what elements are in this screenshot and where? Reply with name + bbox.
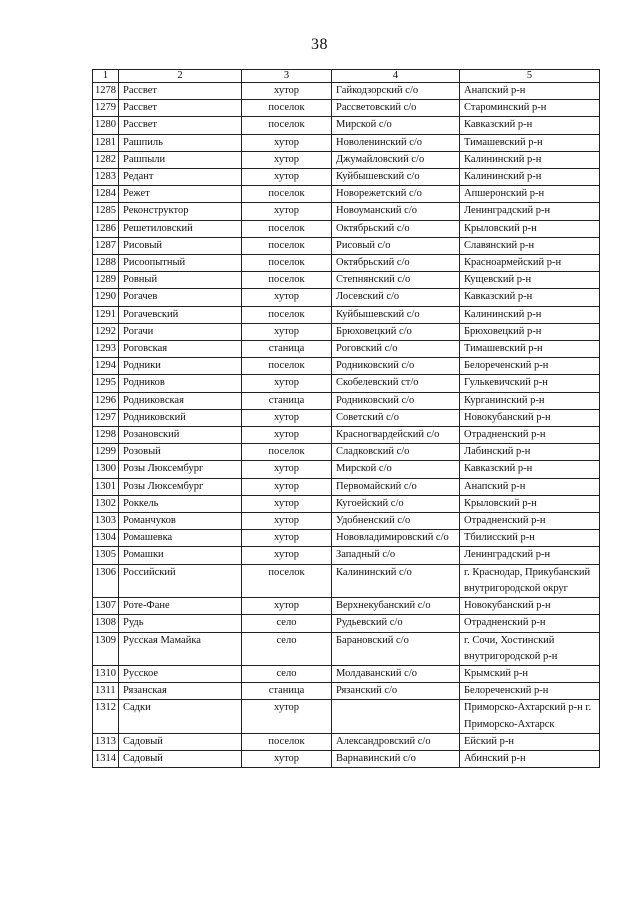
row-number: 1287 <box>93 237 119 254</box>
row-number: 1294 <box>93 358 119 375</box>
settlement-name: Роккель <box>119 495 242 512</box>
council-name: Новоленинский с/о <box>332 134 460 151</box>
district-name: Брюховецкий р-н <box>460 323 600 340</box>
settlement-name: Ромашевка <box>119 530 242 547</box>
row-number: 1307 <box>93 598 119 615</box>
council-name <box>332 700 460 733</box>
row-number: 1289 <box>93 272 119 289</box>
table-row <box>93 117 600 134</box>
row-number: 1308 <box>93 615 119 632</box>
district-name: Приморско-Ахтарский р-н г. Приморско-Ахтарск <box>460 700 600 733</box>
table-row <box>93 683 600 700</box>
row-number: 1313 <box>93 733 119 750</box>
table-row <box>93 169 600 186</box>
settlement-name: Розы Люксембург <box>119 461 242 478</box>
row-number: 1291 <box>93 306 119 323</box>
column-header-name: 2 <box>119 70 242 83</box>
settlement-name: Рудь <box>119 615 242 632</box>
table-row <box>93 220 600 237</box>
table-row <box>93 323 600 340</box>
settlement-type: село <box>242 665 332 682</box>
district-name: Новокубанский р-н <box>460 598 600 615</box>
council-name: Новоуманский с/о <box>332 203 460 220</box>
settlement-type: хутор <box>242 598 332 615</box>
column-header-type: 3 <box>242 70 332 83</box>
district-name: Ленинградский р-н <box>460 547 600 564</box>
district-name: Тимашевский р-н <box>460 341 600 358</box>
row-number: 1302 <box>93 495 119 512</box>
row-number: 1303 <box>93 513 119 530</box>
settlement-type: поселок <box>242 237 332 254</box>
settlement-type: хутор <box>242 169 332 186</box>
table-row <box>93 495 600 512</box>
row-number: 1283 <box>93 169 119 186</box>
council-name: Октябрьский с/о <box>332 220 460 237</box>
council-name: Роговский с/о <box>332 341 460 358</box>
council-name: Удобненский с/о <box>332 513 460 530</box>
district-name: Лабинский р-н <box>460 444 600 461</box>
council-name: Молдаванский с/о <box>332 665 460 682</box>
table-row <box>93 375 600 392</box>
district-name: Гулькевичский р-н <box>460 375 600 392</box>
settlement-name: Рязанская <box>119 683 242 700</box>
council-name: Рассветовский с/о <box>332 100 460 117</box>
table-row <box>93 186 600 203</box>
settlement-name: Рогачев <box>119 289 242 306</box>
settlement-type: хутор <box>242 323 332 340</box>
district-name: Анапский р-н <box>460 83 600 100</box>
settlement-type: поселок <box>242 564 332 597</box>
council-name: Западный с/о <box>332 547 460 564</box>
council-name: Октябрьский с/о <box>332 255 460 272</box>
settlement-type: хутор <box>242 750 332 767</box>
settlements-table <box>92 69 600 768</box>
council-name: Новорежетский с/о <box>332 186 460 203</box>
district-name: Кущевский р-н <box>460 272 600 289</box>
settlement-name: Рогачевский <box>119 306 242 323</box>
council-name: Мирской с/о <box>332 117 460 134</box>
council-name: Калининский с/о <box>332 564 460 597</box>
district-name: Курганинский р-н <box>460 392 600 409</box>
council-name: Гайкодзорский с/о <box>332 83 460 100</box>
table-body <box>93 83 600 768</box>
settlement-name: Родниковский <box>119 409 242 426</box>
table-row <box>93 444 600 461</box>
settlement-name: Рашпиль <box>119 134 242 151</box>
settlement-name: Роговская <box>119 341 242 358</box>
settlement-type: хутор <box>242 427 332 444</box>
council-name: Джумайловский с/о <box>332 151 460 168</box>
settlement-type: станица <box>242 683 332 700</box>
settlement-name: Розовый <box>119 444 242 461</box>
settlement-type: станица <box>242 341 332 358</box>
table-row <box>93 392 600 409</box>
settlement-name: Русская Мамайка <box>119 632 242 665</box>
settlement-name: Рисовый <box>119 237 242 254</box>
district-name: Крымский р-н <box>460 665 600 682</box>
district-name: Калининский р-н <box>460 306 600 323</box>
settlement-type: хутор <box>242 83 332 100</box>
table-row <box>93 598 600 615</box>
row-number: 1305 <box>93 547 119 564</box>
table-row <box>93 461 600 478</box>
council-name: Александровский с/о <box>332 733 460 750</box>
table-row <box>93 341 600 358</box>
row-number: 1306 <box>93 564 119 597</box>
council-name: Родниковский с/о <box>332 358 460 375</box>
row-number: 1314 <box>93 750 119 767</box>
row-number: 1285 <box>93 203 119 220</box>
settlement-name: Роте-Фане <box>119 598 242 615</box>
district-name: Красноармейский р-н <box>460 255 600 272</box>
table-row <box>93 83 600 100</box>
table-row <box>93 632 600 665</box>
district-name: Анапский р-н <box>460 478 600 495</box>
settlement-name: Рашпыли <box>119 151 242 168</box>
district-name: Белореченский р-н <box>460 683 600 700</box>
district-name: Кавказский р-н <box>460 461 600 478</box>
district-name: Белореченский р-н <box>460 358 600 375</box>
council-name: Верхнекубанский с/о <box>332 598 460 615</box>
settlement-type: хутор <box>242 547 332 564</box>
district-name: Отрадненский р-н <box>460 427 600 444</box>
row-number: 1280 <box>93 117 119 134</box>
settlement-name: Садовый <box>119 750 242 767</box>
table-row <box>93 203 600 220</box>
district-name: Калининский р-н <box>460 169 600 186</box>
settlement-name: Рисоопытный <box>119 255 242 272</box>
table-header-row <box>93 70 600 83</box>
district-name: Отрадненский р-н <box>460 513 600 530</box>
table-row <box>93 478 600 495</box>
settlement-type: поселок <box>242 444 332 461</box>
row-number: 1288 <box>93 255 119 272</box>
settlement-name: Родников <box>119 375 242 392</box>
district-name: Тбилисский р-н <box>460 530 600 547</box>
page-number: 38 <box>311 36 328 53</box>
settlement-name: Садовый <box>119 733 242 750</box>
settlement-name: Ровный <box>119 272 242 289</box>
settlement-type: поселок <box>242 220 332 237</box>
district-name: Ленинградский р-н <box>460 203 600 220</box>
row-number: 1290 <box>93 289 119 306</box>
settlement-name: Решетиловский <box>119 220 242 237</box>
settlement-name: Рогачи <box>119 323 242 340</box>
column-header-council: 4 <box>332 70 460 83</box>
table-row <box>93 700 600 733</box>
settlement-name: Режет <box>119 186 242 203</box>
table-row <box>93 547 600 564</box>
settlement-type: хутор <box>242 478 332 495</box>
settlement-type: станица <box>242 392 332 409</box>
row-number: 1309 <box>93 632 119 665</box>
table-row <box>93 255 600 272</box>
table-row <box>93 530 600 547</box>
council-name: Красногвардейский с/о <box>332 427 460 444</box>
table-row <box>93 134 600 151</box>
council-name: Варнавинский с/о <box>332 750 460 767</box>
district-name: Кавказский р-н <box>460 117 600 134</box>
settlement-type: хутор <box>242 513 332 530</box>
settlement-name: Садки <box>119 700 242 733</box>
council-name: Степнянский с/о <box>332 272 460 289</box>
table-row <box>93 272 600 289</box>
table-row <box>93 513 600 530</box>
settlement-type: хутор <box>242 203 332 220</box>
district-name: Калининский р-н <box>460 151 600 168</box>
council-name: Сладковский с/о <box>332 444 460 461</box>
settlement-name: Розановский <box>119 427 242 444</box>
row-number: 1298 <box>93 427 119 444</box>
settlement-name: Розы Люксембург <box>119 478 242 495</box>
settlement-type: поселок <box>242 358 332 375</box>
settlement-type: хутор <box>242 461 332 478</box>
settlement-type: хутор <box>242 530 332 547</box>
settlement-name: Редант <box>119 169 242 186</box>
row-number: 1278 <box>93 83 119 100</box>
district-name: Новокубанский р-н <box>460 409 600 426</box>
settlement-name: Рассвет <box>119 83 242 100</box>
table-row <box>93 427 600 444</box>
table-row <box>93 237 600 254</box>
settlement-type: село <box>242 615 332 632</box>
row-number: 1299 <box>93 444 119 461</box>
council-name: Куйбышевский с/о <box>332 169 460 186</box>
settlement-type: поселок <box>242 733 332 750</box>
settlement-name: Русское <box>119 665 242 682</box>
council-name: Родниковский с/о <box>332 392 460 409</box>
council-name: Рудьевский с/о <box>332 615 460 632</box>
district-name: Абинский р-н <box>460 750 600 767</box>
council-name: Нововладимировский с/о <box>332 530 460 547</box>
table-row <box>93 733 600 750</box>
district-name: г. Сочи, Хостинский внутригородской р-н <box>460 632 600 665</box>
district-name: Крыловский р-н <box>460 220 600 237</box>
settlement-name: Родниковская <box>119 392 242 409</box>
council-name: Лосевский с/о <box>332 289 460 306</box>
settlement-type: поселок <box>242 117 332 134</box>
table-row <box>93 358 600 375</box>
column-header-number: 1 <box>93 70 119 83</box>
council-name: Кугоейский с/о <box>332 495 460 512</box>
settlement-type: хутор <box>242 495 332 512</box>
council-name: Брюховецкий с/о <box>332 323 460 340</box>
district-name: Кавказский р-н <box>460 289 600 306</box>
row-number: 1300 <box>93 461 119 478</box>
settlement-type: поселок <box>242 255 332 272</box>
table-row <box>93 564 600 597</box>
settlement-name: Реконструктор <box>119 203 242 220</box>
table-row <box>93 151 600 168</box>
council-name: Куйбышевский с/о <box>332 306 460 323</box>
council-name: Скобелевский ст/о <box>332 375 460 392</box>
settlement-name: Романчуков <box>119 513 242 530</box>
settlement-type: село <box>242 632 332 665</box>
row-number: 1281 <box>93 134 119 151</box>
council-name: Советский с/о <box>332 409 460 426</box>
settlement-name: Рассвет <box>119 100 242 117</box>
row-number: 1295 <box>93 375 119 392</box>
row-number: 1293 <box>93 341 119 358</box>
table-row <box>93 665 600 682</box>
council-name: Барановский с/о <box>332 632 460 665</box>
row-number: 1296 <box>93 392 119 409</box>
district-name: г. Краснодар, Прикубанский внутригородской округ <box>460 564 600 597</box>
settlement-type: хутор <box>242 151 332 168</box>
settlement-type: поселок <box>242 306 332 323</box>
settlement-type: хутор <box>242 700 332 733</box>
settlement-type: хутор <box>242 134 332 151</box>
table-row <box>93 306 600 323</box>
row-number: 1304 <box>93 530 119 547</box>
settlement-name: Ромашки <box>119 547 242 564</box>
row-number: 1292 <box>93 323 119 340</box>
row-number: 1286 <box>93 220 119 237</box>
row-number: 1311 <box>93 683 119 700</box>
district-name: Тимашевский р-н <box>460 134 600 151</box>
district-name: Староминский р-н <box>460 100 600 117</box>
council-name: Рязанский с/о <box>332 683 460 700</box>
row-number: 1312 <box>93 700 119 733</box>
row-number: 1284 <box>93 186 119 203</box>
district-name: Апшеронский р-н <box>460 186 600 203</box>
table-row <box>93 750 600 767</box>
row-number: 1297 <box>93 409 119 426</box>
council-name: Мирской с/о <box>332 461 460 478</box>
settlement-type: поселок <box>242 100 332 117</box>
district-name: Крыловский р-н <box>460 495 600 512</box>
table-row <box>93 289 600 306</box>
settlement-type: поселок <box>242 272 332 289</box>
row-number: 1301 <box>93 478 119 495</box>
district-name: Славянский р-н <box>460 237 600 254</box>
settlement-type: хутор <box>242 409 332 426</box>
row-number: 1282 <box>93 151 119 168</box>
column-header-district: 5 <box>460 70 600 83</box>
district-name: Ейский р-н <box>460 733 600 750</box>
settlement-type: хутор <box>242 375 332 392</box>
table-row <box>93 100 600 117</box>
settlement-name: Рассвет <box>119 117 242 134</box>
row-number: 1310 <box>93 665 119 682</box>
settlement-type: хутор <box>242 289 332 306</box>
settlement-name: Родники <box>119 358 242 375</box>
council-name: Рисовый с/о <box>332 237 460 254</box>
council-name: Первомайский с/о <box>332 478 460 495</box>
table-row <box>93 409 600 426</box>
row-number: 1279 <box>93 100 119 117</box>
settlement-name: Российский <box>119 564 242 597</box>
table-row <box>93 615 600 632</box>
district-name: Отрадненский р-н <box>460 615 600 632</box>
settlement-type: поселок <box>242 186 332 203</box>
